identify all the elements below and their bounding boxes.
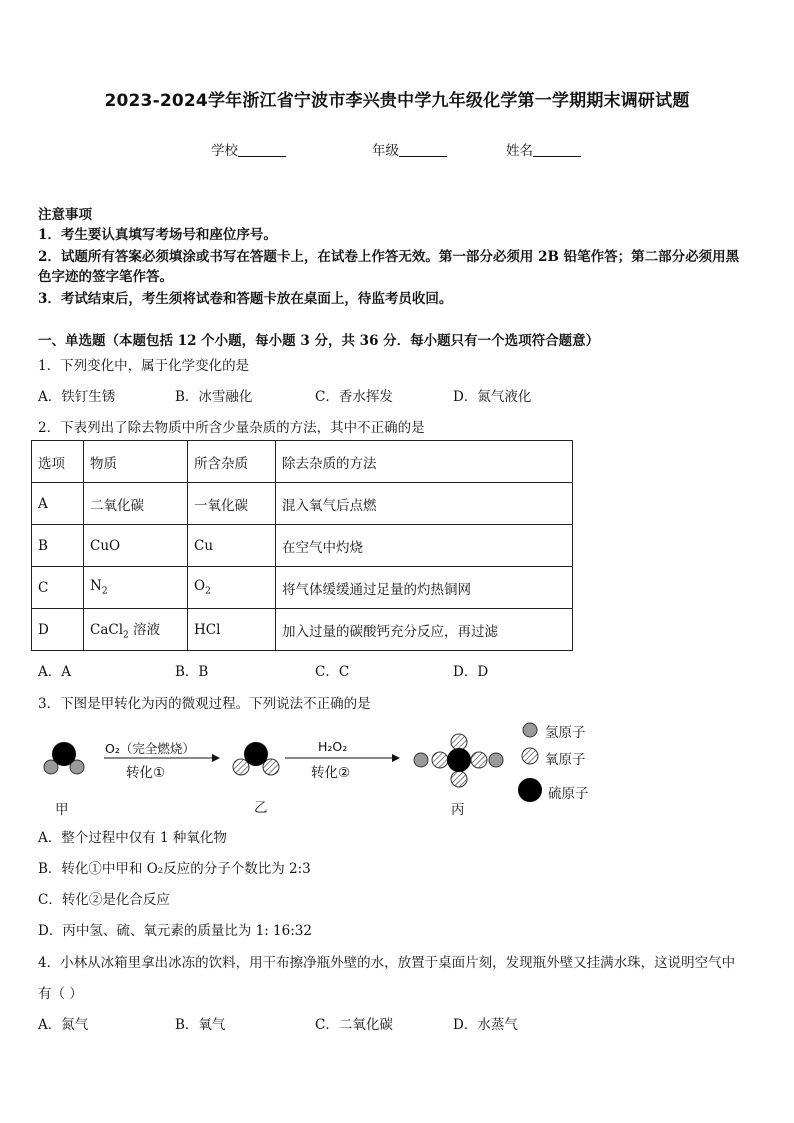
legend-oxygen: 氧原子 [545, 752, 586, 768]
arrow-2-top-label: H₂O₂ [318, 739, 348, 754]
page-title: 2023-2024学年浙江省宁波市李兴贵中学九年级化学第一学期期末调研试题 [104, 91, 690, 111]
school-blank[interactable] [238, 142, 286, 157]
legend-sulfur-swatch [518, 778, 542, 802]
molecule-jia [44, 742, 84, 774]
row-option: A [32, 483, 84, 525]
row-method: 混入氧气后点燃 [276, 483, 573, 525]
notes-heading: 注意事项 [38, 207, 92, 223]
label-bing: 丙 [451, 802, 465, 818]
grade-label: 年级 [372, 143, 399, 159]
name-label: 姓名 [506, 143, 533, 159]
row-impurity: $O_2$ [188, 567, 276, 609]
row-method: 将气体缓缓通过足量的灼热铜网 [276, 567, 573, 609]
school-label: 学校 [211, 143, 238, 159]
q3-option-d: D．丙中氢、硫、氧元素的质量比为 1: 16:32 [38, 923, 312, 939]
note-2: 2．试题所有答案必须填涂或书写在答题卡上，在试卷上作答无效。第一部分必须用 2B 铅笔作答；第二部分必须用黑 [38, 249, 740, 265]
q4-option-d: D．水蒸气 [453, 1017, 518, 1033]
q4-option-a: A．氮气 [38, 1017, 89, 1033]
note-2-cont: 色字迹的签字笔作答。 [38, 269, 173, 285]
q2-option-d: D．D [453, 664, 489, 680]
q4-option-b: B．氧气 [175, 1017, 226, 1033]
row-option: C [32, 567, 84, 609]
table-row [32, 483, 573, 525]
legend-sulfur: 硫原子 [548, 786, 589, 802]
row-substance: 二氧化碳 [84, 483, 188, 525]
legend-oxygen-swatch [522, 748, 538, 764]
q3-option-a: A．整个过程中仅有 1 种氧化物 [38, 830, 227, 846]
grade-field[interactable] [372, 139, 447, 159]
arrow-2-bottom-label: 转化② [311, 765, 351, 781]
row-method: 加入过量的碳酸钙充分反应，再过滤 [276, 609, 573, 651]
name-blank[interactable] [533, 142, 581, 157]
row-substance: CuO [84, 525, 188, 567]
q4-option-c: C．二氧化碳 [315, 1017, 393, 1033]
row-impurity: HCl [188, 609, 276, 651]
q4-stem-line-2: 有（ ） [38, 986, 83, 1002]
q1-option-c: C．香水挥发 [315, 389, 393, 405]
row-impurity: 一氧化碳 [188, 483, 276, 525]
row-substance: CaCl$_2$ 溶液 [84, 609, 188, 651]
row-method: 在空气中灼烧 [276, 525, 573, 567]
q1-option-d: D．氮气液化 [453, 389, 532, 405]
section-heading: 一、单选题（本题包括 12 个小题，每小题 3 分，共 36 分．每小题只有一个选项符合题意） [38, 333, 600, 349]
school-field[interactable] [211, 139, 286, 159]
legend-hydrogen-swatch [523, 723, 537, 737]
molecule-yi [233, 742, 279, 775]
table-row [32, 525, 573, 567]
header-substance: 物质 [84, 441, 188, 483]
row-option: D [32, 609, 84, 651]
q4-stem-line-1: 4．小林从冰箱里拿出冰冻的饮料，用干布擦净瓶外壁的水，放置于桌面片刻，发现瓶外壁又挂满水珠，这说明空气中 [38, 955, 736, 971]
header-method: 除去杂质的方法 [276, 441, 573, 483]
q1-stem: 1．下列变化中，属于化学变化的是 [38, 358, 250, 374]
arrow-1-bottom-label: 转化① [126, 765, 166, 781]
q1-option-b: B．冰雪融化 [175, 389, 253, 405]
molecule-bing [414, 734, 503, 787]
q2-option-c: C．C [315, 664, 350, 680]
q3-option-b: B．转化①中甲和 O₂反应的分子个数比为 2:3 [38, 861, 311, 877]
name-field[interactable] [506, 139, 581, 159]
row-substance: $N_2$ [84, 567, 188, 609]
table-row [32, 567, 573, 609]
header-option: 选项 [32, 441, 84, 483]
table-header-row [32, 441, 573, 483]
q2-option-a: A．A [38, 664, 71, 680]
note-3: 3．考试结束后，考生须将试卷和答题卡放在桌面上，待监考员收回。 [38, 291, 453, 307]
grade-blank[interactable] [399, 142, 447, 157]
row-option: B [32, 525, 84, 567]
label-jia: 甲 [55, 802, 69, 818]
label-yi: 乙 [254, 800, 268, 816]
q3-option-c: C．转化②是化合反应 [38, 892, 170, 908]
q2-table [31, 440, 573, 651]
legend [518, 723, 542, 802]
q2-option-b: B．B [175, 664, 209, 680]
q3-stem: 3．下图是甲转化为丙的微观过程。下列说法不正确的是 [38, 696, 371, 712]
row-impurity: Cu [188, 525, 276, 567]
q2-stem: 2．下表列出了除去物质中所含少量杂质的方法，其中不正确的是 [38, 420, 425, 436]
table-row [32, 609, 573, 651]
arrow-1-top-label: O₂（完全燃烧） [105, 741, 195, 756]
note-1: 1．考生要认真填写考场号和座位序号。 [38, 227, 277, 243]
q1-option-a: A．铁钉生锈 [38, 389, 116, 405]
legend-hydrogen: 氢原子 [545, 725, 586, 741]
header-impurity: 所含杂质 [188, 441, 276, 483]
